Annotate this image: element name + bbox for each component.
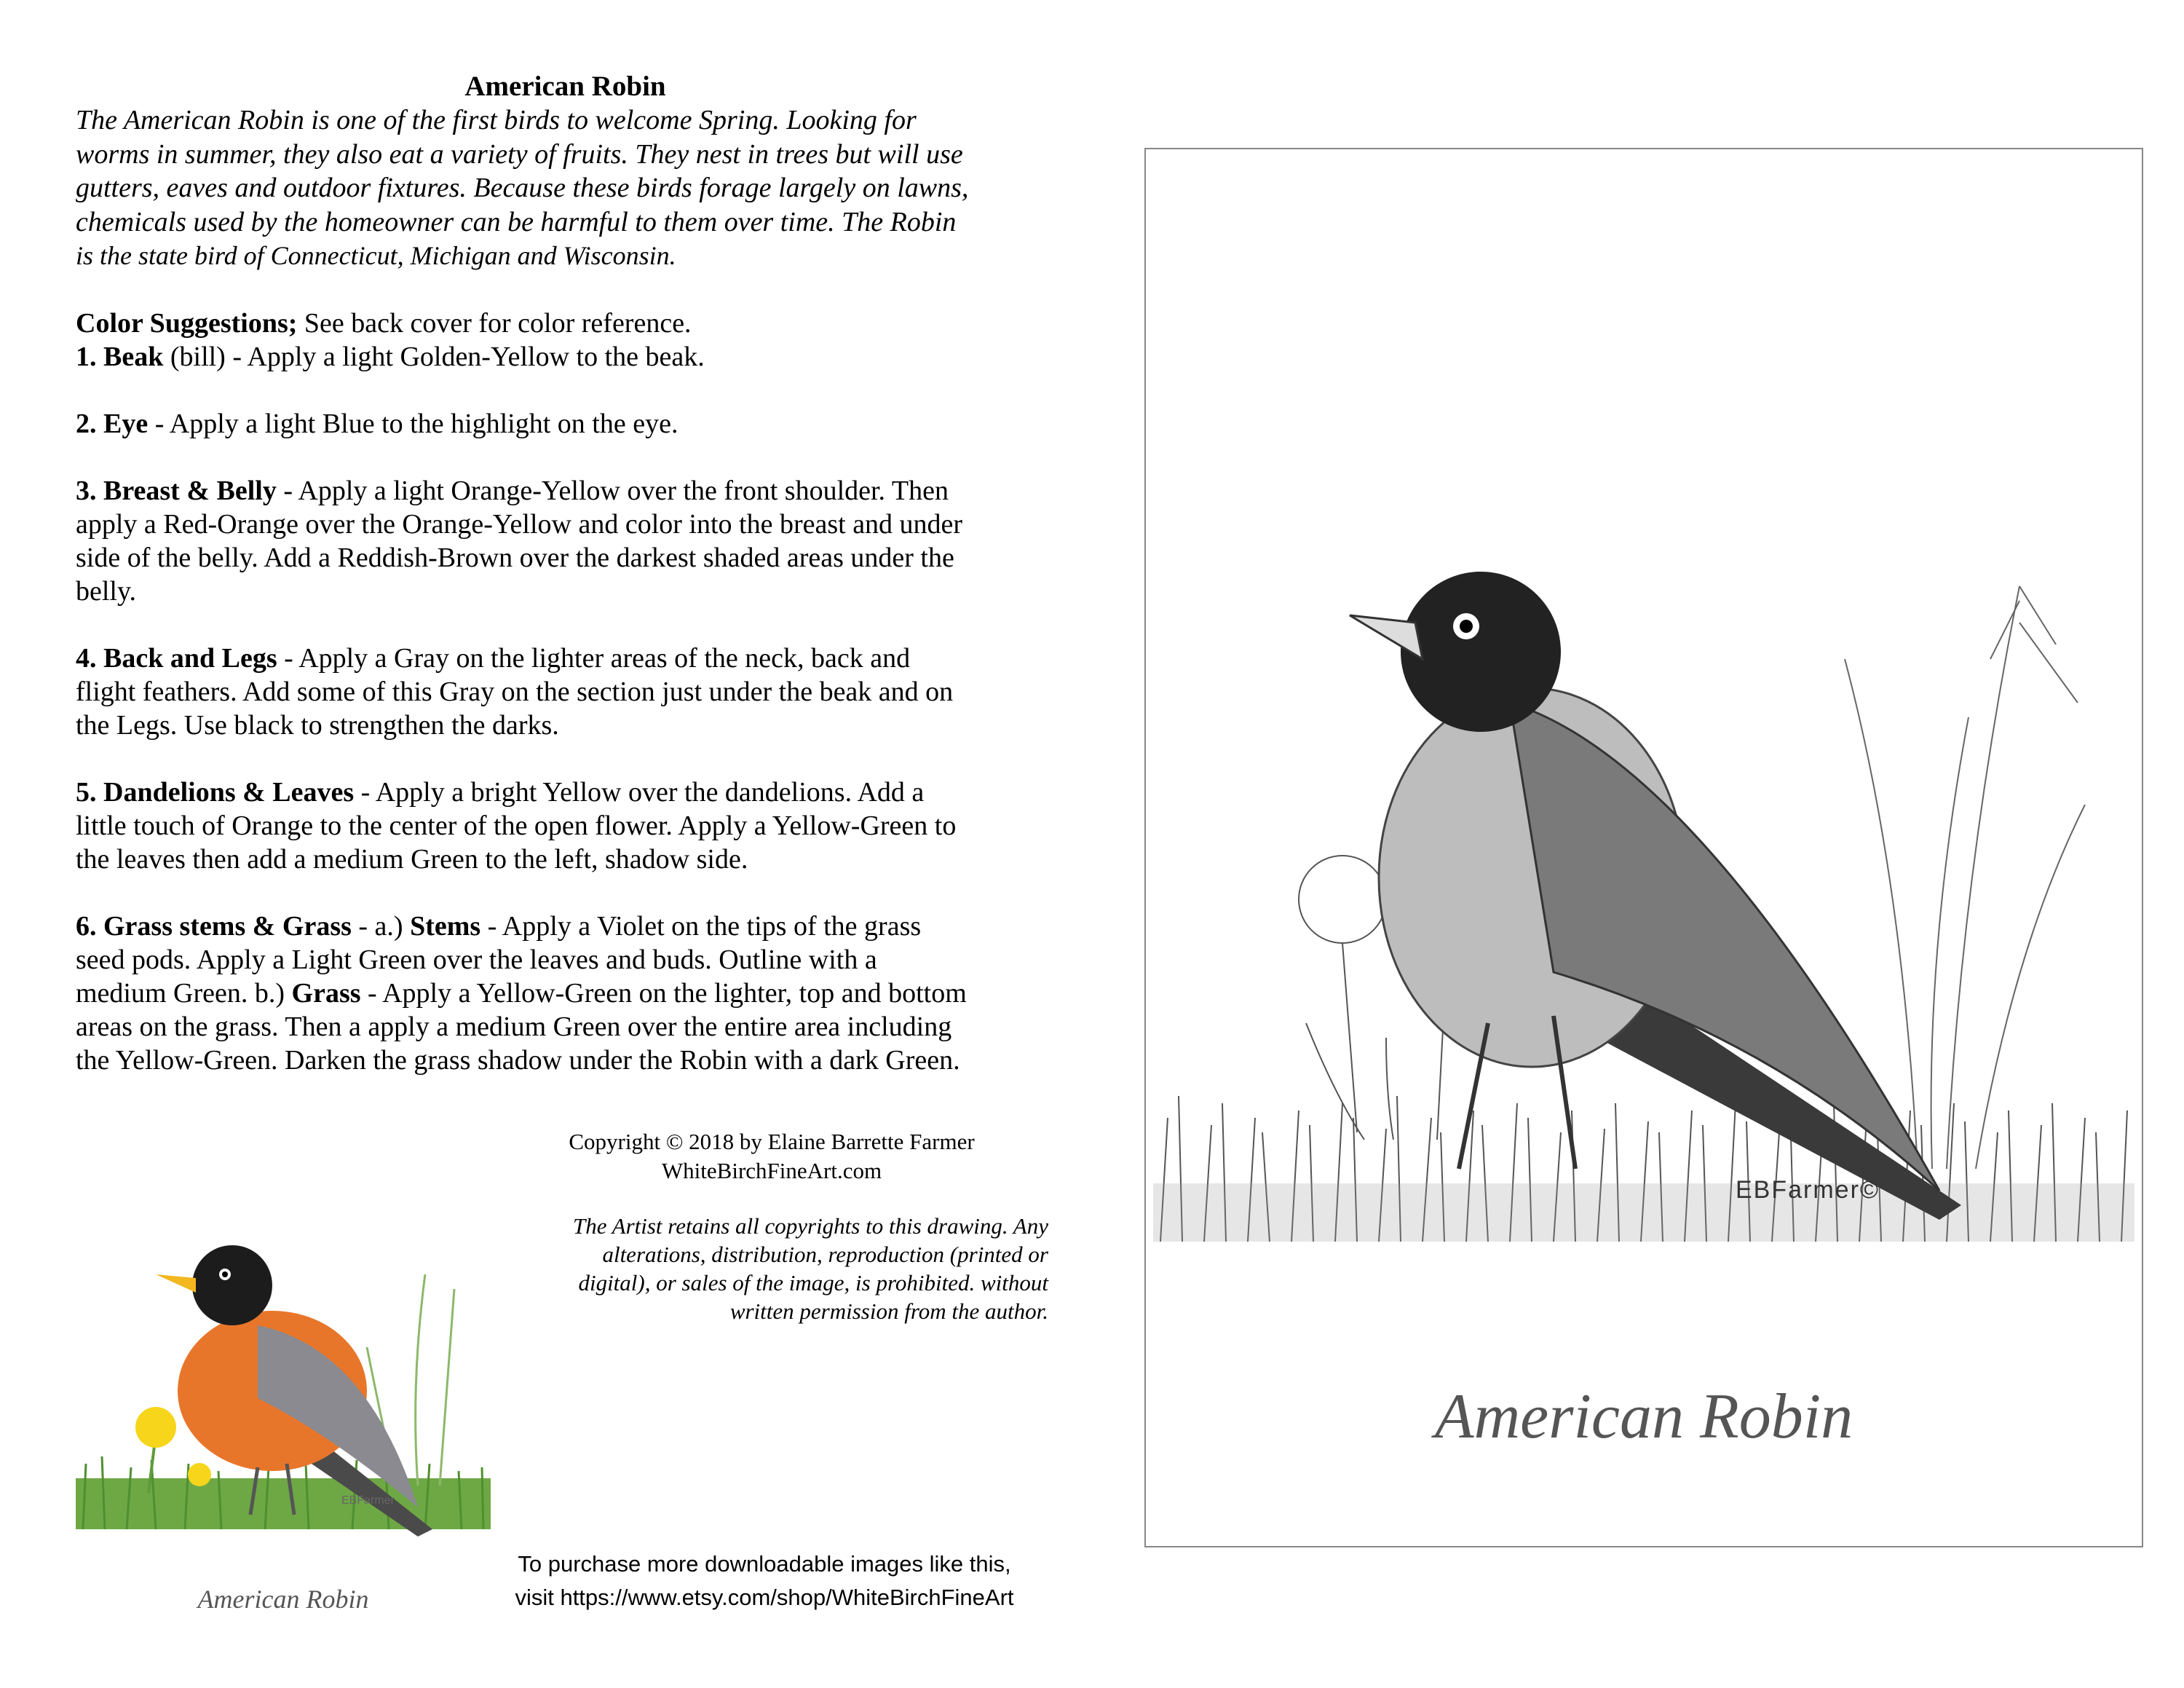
item-label: 3. Breast & Belly — [76, 475, 277, 506]
item-text: - Apply a light Blue to the highlight on the eye. — [148, 408, 678, 439]
robin-wing-sketch — [1510, 703, 1939, 1191]
item-text: little touch of Orange to the center of the open flower. Apply a Yellow-Green to — [76, 810, 957, 841]
left-page — [76, 70, 1055, 1077]
item-text: areas on the grass. Then a apply a medium Green over the entire area including — [76, 1011, 952, 1042]
thumbnail-caption: American Robin — [197, 1585, 369, 1614]
purchase-note — [466, 1547, 1063, 1614]
item-text: the Legs. Use black to strengthen the darks. — [76, 709, 559, 741]
shop-link[interactable]: visit https://www.etsy.com/shop/WhiteBirchFineArt — [515, 1585, 1014, 1610]
item-eye — [76, 407, 1055, 441]
cover-title: American Robin — [1434, 1381, 1853, 1452]
item-text: the leaves then add a medium Green to the left, shadow side. — [76, 843, 748, 875]
rights-line: written permission from the author. — [729, 1298, 1048, 1324]
item-text: - Apply a bright Yellow over the dandelions. Add a — [354, 776, 925, 808]
color-heading-rest: See back cover for color reference. — [297, 307, 692, 339]
intro-line: chemicals used by the homeowner can be harmful to them over time. The Robin — [76, 206, 957, 237]
item-text: medium Green. b.) — [76, 977, 292, 1009]
item-text: belly. — [76, 575, 137, 607]
robin-color-illustration — [76, 1202, 491, 1547]
robin-beak — [156, 1274, 196, 1293]
rights-line: digital), or sales of the image, is prohibited. without — [578, 1270, 1048, 1295]
copyright-line: Copyright © 2018 by Elaine Barrette Farmer — [569, 1129, 975, 1154]
intro-line: The American Robin is one of the first birds to welcome Spring. Looking for — [76, 105, 917, 135]
robin-head-sketch — [1401, 572, 1561, 732]
robin-beak-sketch — [1350, 615, 1423, 659]
item-breast-belly — [76, 474, 1055, 608]
item-label: 1. Beak — [76, 341, 164, 372]
dandelion-flower — [135, 1407, 176, 1448]
color-heading: Color Suggestions; — [76, 307, 298, 339]
rights-line: The Artist retains all copyrights to this drawing. Any — [572, 1213, 1048, 1239]
grass-label: Grass — [291, 977, 361, 1009]
intro-line: worms in summer, they also eat a variety of fruits. They nest in trees but will use — [76, 138, 963, 170]
item-text: - a.) — [351, 910, 411, 942]
item-text: seed pods. Apply a Light Green over the leaves and buds. Outline with a — [76, 944, 877, 975]
item-label: 4. Back and Legs — [76, 642, 277, 674]
tall-grass-sketch — [1845, 586, 2085, 1169]
artist-signature: EBFarmer© — [1736, 1176, 1880, 1204]
item-text: - Apply a light Orange-Yellow over the front shoulder. Then — [276, 475, 949, 506]
rights-line: alterations, distribution, reproduction (printed or — [602, 1242, 1048, 1267]
item-grass — [76, 910, 1055, 1077]
item-text: (bill) - Apply a light Golden-Yellow to the beak. — [163, 341, 705, 372]
copyright-block — [495, 1127, 1048, 1186]
item-text: - Apply a Violet on the tips of the grass — [480, 910, 922, 942]
dandelion-flower — [188, 1463, 211, 1486]
item-back-legs — [76, 642, 1055, 742]
item-text: apply a Red-Orange over the Orange-Yellow and color into the breast and under — [76, 508, 963, 540]
stems-label: Stems — [410, 910, 481, 942]
coloring-page-card — [1144, 148, 2143, 1547]
robin-head — [192, 1245, 272, 1325]
item-label: 5. Dandelions & Leaves — [76, 776, 355, 808]
intro-line: is the state bird of Connecticut, Michigan and Wisconsin. — [76, 241, 676, 270]
website-line: WhiteBirchFineArt.com — [661, 1158, 882, 1183]
thumbnail-signature: EBFarmer — [341, 1494, 395, 1507]
intro-line: gutters, eaves and outdoor fixtures. Because these birds forage largely on lawns, — [76, 173, 969, 203]
color-reference-image — [76, 1202, 491, 1547]
item-label: 2. Eye — [76, 408, 149, 439]
item-text: the Yellow-Green. Darken the grass shadow under the Robin with a dark Green. — [76, 1044, 960, 1076]
rights-notice — [502, 1212, 1048, 1325]
intro-paragraph — [76, 103, 1055, 273]
robin-line-drawing — [1146, 149, 2142, 1546]
purchase-line: To purchase more downloadable images like this, — [518, 1551, 1011, 1577]
item-label: 6. Grass stems & Grass — [76, 910, 352, 942]
item-dandelions — [76, 776, 1055, 876]
item-text: - Apply a Gray on the lighter areas of the neck, back and — [277, 642, 911, 674]
item-text: side of the belly. Add a Reddish-Brown over the darkest shaded areas under the — [76, 542, 954, 573]
item-text: - Apply a Yellow-Green on the lighter, top and bottom — [360, 977, 967, 1009]
page-title: American Robin — [464, 71, 666, 102]
color-suggestions — [76, 307, 1055, 374]
item-text: flight feathers. Add some of this Gray on the section just under the beak and on — [76, 676, 954, 707]
